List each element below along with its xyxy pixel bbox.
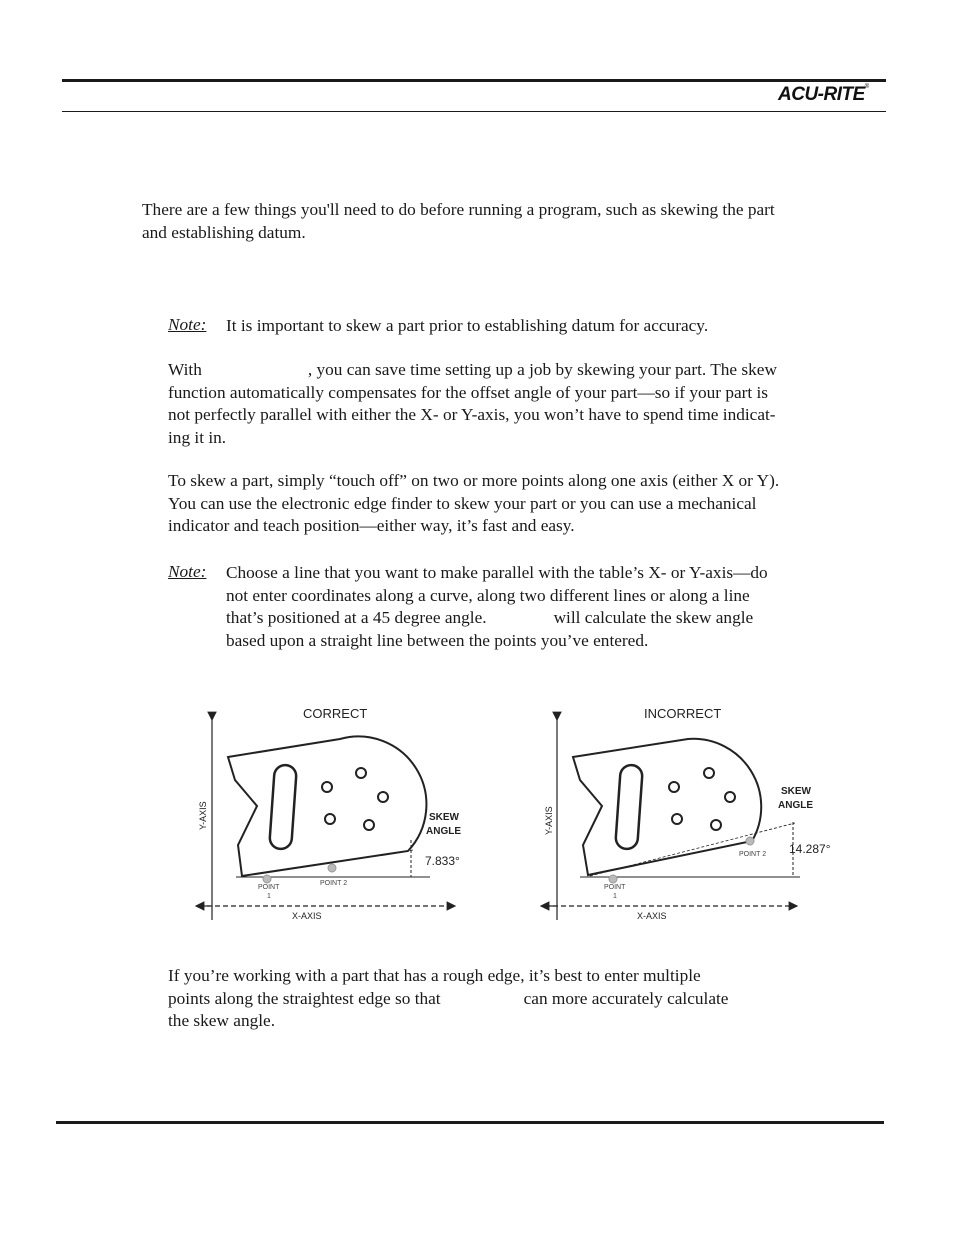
- hole: [672, 814, 682, 824]
- acu-rite-logo: ACU-RITE®: [778, 84, 869, 105]
- note2-text: [226, 562, 768, 652]
- note-label: Note:: [168, 315, 207, 334]
- slot: [615, 764, 643, 849]
- header-rule-thick: [62, 79, 886, 82]
- footer-rule: [56, 1121, 884, 1124]
- rough-edge-paragraph: [168, 965, 728, 1033]
- point-1-label: POINT: [604, 884, 626, 891]
- angle-value: 7.833°: [425, 854, 460, 868]
- hole: [322, 782, 332, 792]
- skew-paragraph: [168, 359, 777, 449]
- skew-line: [168, 359, 777, 382]
- intro-line: There are a few things you'll need to do before running a program, such as skewing the part: [142, 200, 775, 219]
- point-2-label: POINT 2: [320, 880, 348, 887]
- point-1-number: 1: [267, 893, 271, 900]
- touch-off-paragraph: [168, 470, 779, 538]
- skew-line: [242, 850, 413, 876]
- skew-line: function automatically compensates for the offset angle of your part—so if your part is: [168, 382, 769, 402]
- point-1-number: 1: [613, 893, 617, 900]
- y-axis-label: Y-AXIS: [544, 806, 554, 835]
- correct-diagram: [196, 706, 461, 921]
- note2-line-start: that’s positioned at a 45 degree angle.: [226, 608, 487, 628]
- correct-title: CORRECT: [303, 706, 368, 721]
- touch-line: indicator and teach position—either way, it’s fast and easy.: [168, 516, 575, 536]
- point-1-marker: [609, 875, 617, 883]
- slot: [269, 764, 297, 849]
- skew-figure: [0, 690, 954, 950]
- hole: [725, 792, 735, 802]
- x-axis-label: X-AXIS: [637, 911, 667, 921]
- point-2-marker: [746, 837, 754, 845]
- hole: [356, 768, 366, 778]
- hole: [669, 782, 679, 792]
- rough-line: the skew angle.: [168, 1011, 276, 1031]
- touch-line: You can use the electronic edge finder to skew your part or you can use a mechanical: [168, 493, 757, 513]
- skew-line: not perfectly parallel with either the X- or Y-axis, you won’t have to spend time indicat-: [168, 405, 776, 425]
- point-1-marker: [263, 875, 271, 883]
- skew-line-start: With: [168, 360, 202, 379]
- angle-value: 14.287°: [789, 842, 831, 856]
- hole: [364, 820, 374, 830]
- skew-line: ing it in.: [168, 427, 227, 447]
- skew-label: SKEW: [429, 812, 459, 823]
- skew-label: ANGLE: [426, 826, 461, 837]
- intro-paragraph: [142, 199, 775, 244]
- hole: [711, 820, 721, 830]
- rough-line-end: can more accurately calculate: [523, 988, 729, 1008]
- skew-line: [590, 823, 795, 876]
- touch-line: To skew a part, simply “touch off” on two or more points along one axis (either X or Y).: [168, 471, 780, 490]
- hole: [325, 814, 335, 824]
- rough-line: [168, 988, 728, 1011]
- point-2-marker: [328, 864, 336, 872]
- note2-line-end: will calculate the skew angle: [553, 608, 754, 628]
- note2-line: based upon a straight line between the points you’ve entered.: [226, 630, 649, 650]
- point-1-label: POINT: [258, 884, 280, 891]
- hole: [704, 768, 714, 778]
- intro-line: and establishing datum.: [142, 222, 306, 242]
- x-axis-label: X-AXIS: [292, 911, 322, 921]
- point-2-label: POINT 2: [739, 851, 767, 858]
- header-rule-thin: [62, 111, 886, 112]
- rough-line-start: points along the straightest edge so that: [168, 988, 441, 1008]
- incorrect-diagram: [541, 706, 831, 921]
- incorrect-title: INCORRECT: [644, 706, 722, 721]
- note2-line: not enter coordinates along a curve, along two different lines or along a line: [226, 585, 750, 605]
- part-outline: [228, 736, 426, 876]
- note2-line: [226, 607, 768, 630]
- skew-line-end: , you can save time setting up a job by skewing your part. The skew: [307, 360, 777, 379]
- note-text: It is important to skew a part prior to establishing datum for accuracy.: [226, 316, 709, 335]
- skew-label: SKEW: [781, 786, 811, 797]
- hole: [378, 792, 388, 802]
- y-axis-label: Y-AXIS: [198, 801, 208, 830]
- note-label: Note:: [168, 562, 207, 581]
- rough-line: If you’re working with a part that has a rough edge, it’s best to enter multiple: [168, 966, 701, 985]
- note2-line: Choose a line that you want to make parallel with the table’s X- or Y-axis—do: [226, 563, 768, 582]
- skew-label: ANGLE: [778, 800, 813, 811]
- part-outline: [573, 739, 761, 875]
